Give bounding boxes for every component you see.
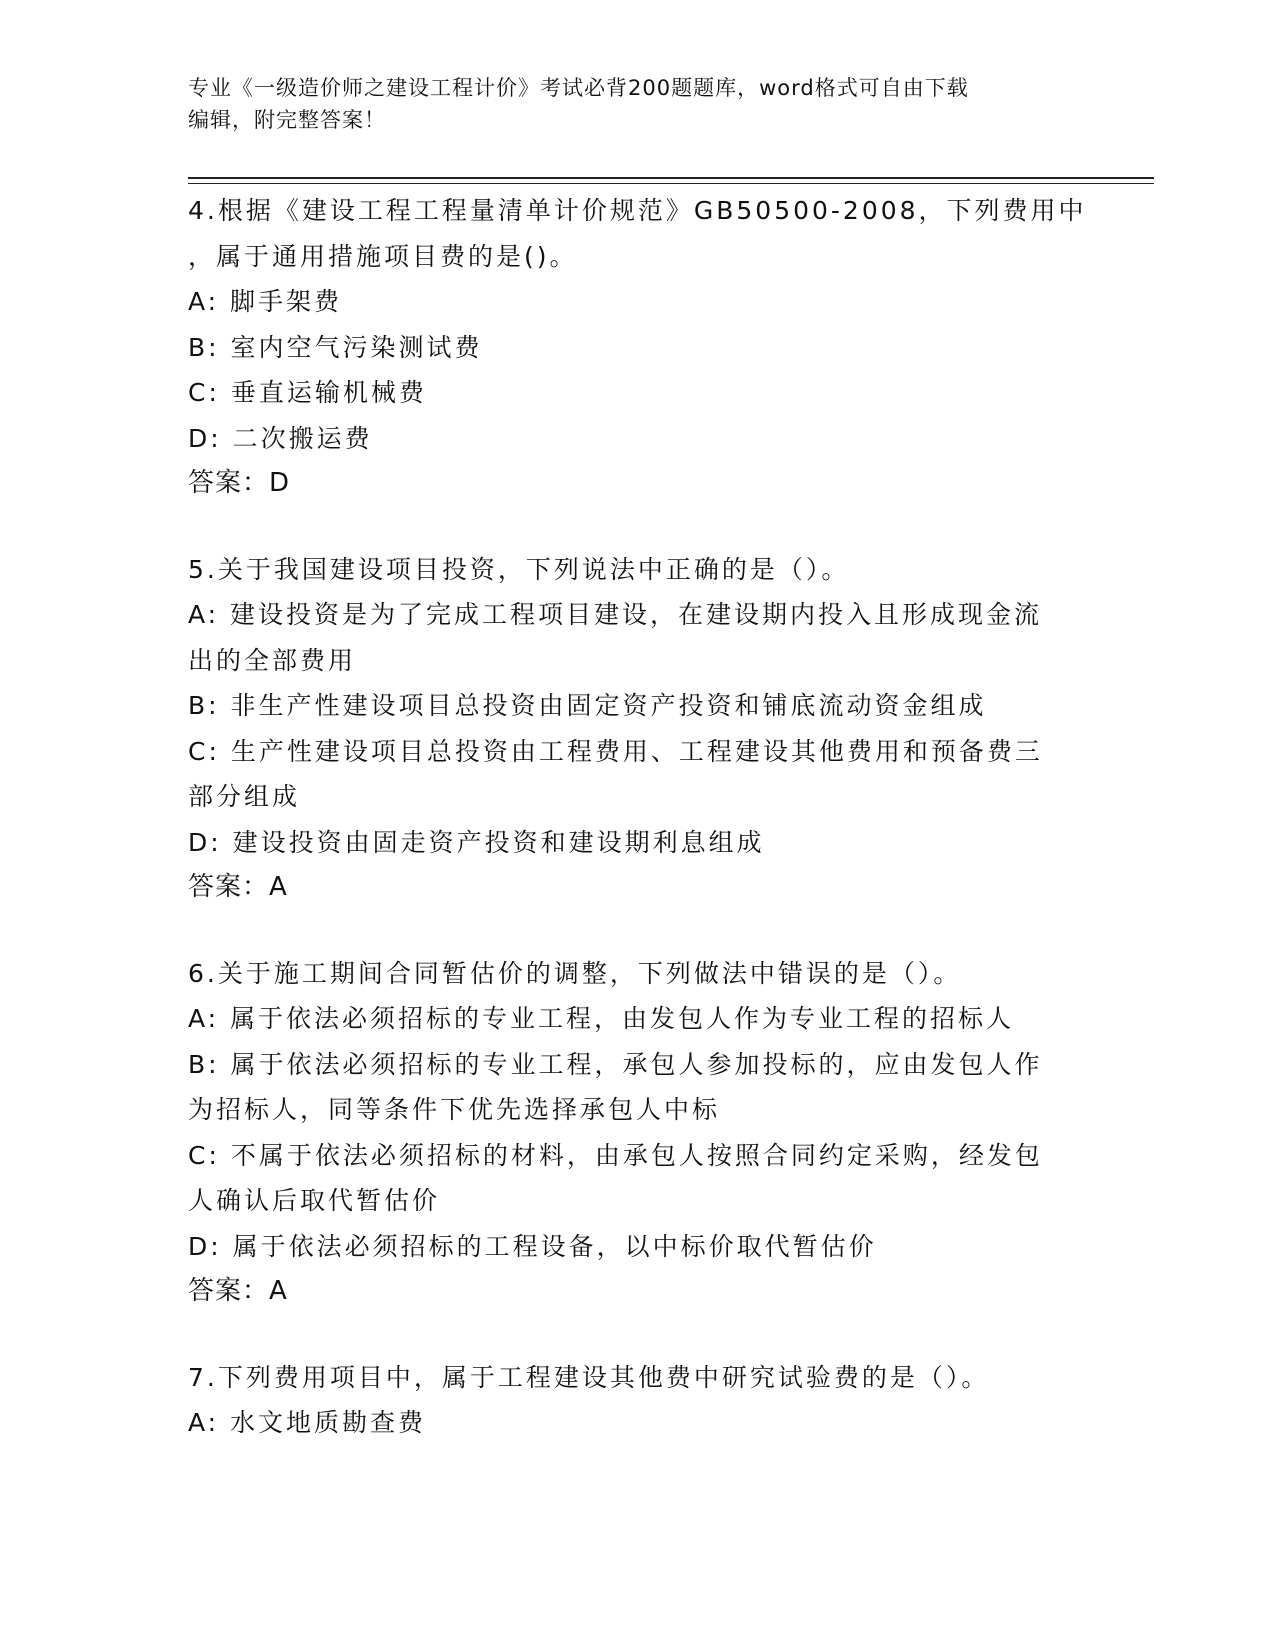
question-option: D: 二次搬运费 — [188, 423, 373, 453]
question-option: B: 室内空气污染测试费 — [188, 332, 483, 362]
question-option: C: 垂直运输机械费 — [188, 378, 427, 407]
question-option: 出的全部费用 — [188, 645, 357, 675]
question-stem: 4.根据《建设工程工程量清单计价规范》GB50500-2008，下列费用中 — [188, 196, 1087, 225]
question-option: D: 属于依法必须招标的工程设备，以中标价取代暂估价 — [188, 1231, 877, 1261]
document-header — [188, 72, 1088, 136]
question-block — [188, 1355, 1108, 1446]
question-option: D: 建设投资由固走资产投资和建设期利息组成 — [188, 827, 765, 857]
question-option: C: 生产性建设项目总投资由工程费用、工程建设其他费用和预备费三 — [188, 736, 1043, 766]
question-list — [188, 188, 1108, 1486]
header-line-2: 编辑，附完整答案！ — [188, 108, 386, 132]
question-option: A: 水文地质勘查费 — [188, 1408, 427, 1437]
question-option: B: 非生产性建设项目总投资由固定资产投资和铺底流动资金组成 — [188, 691, 987, 720]
question-option: 部分组成 — [188, 782, 301, 811]
question-option: A: 属于依法必须招标的专业工程，由发包人作为专业工程的招标人 — [188, 1004, 1015, 1033]
question-block — [188, 188, 1108, 507]
header-rule-thin — [188, 183, 1154, 184]
question-option: B: 属于依法必须招标的专业工程，承包人参加投标的，应由发包人作 — [188, 1049, 1043, 1079]
question-stem: 5.关于我国建设项目投资，下列说法中正确的是（）。 — [188, 554, 850, 584]
question-stem: ，属于通用措施项目费的是()。 — [188, 241, 578, 271]
question-option: 人确认后取代暂估价 — [188, 1186, 441, 1215]
question-option: A: 脚手架费 — [188, 287, 343, 316]
question-stem: 6.关于施工期间合同暂估价的调整，下列做法中错误的是（）。 — [188, 958, 962, 988]
header-rule-thick — [188, 177, 1154, 179]
question-option: C: 不属于依法必须招标的材料，由承包人按照合同约定采购，经发包 — [188, 1140, 1043, 1170]
question-block — [188, 547, 1108, 911]
question-option: A: 建设投资是为了完成工程项目建设，在建设期内投入且形成现金流 — [188, 600, 1043, 629]
answer-line: 答案：D — [188, 468, 291, 498]
header-line-1: 专业《一级造价师之建设工程计价》考试必背200题题库，word格式可自由下载 — [188, 76, 969, 100]
answer-line: 答案：A — [188, 1276, 288, 1306]
question-stem: 7.下列费用项目中，属于工程建设其他费中研究试验费的是（）。 — [188, 1362, 990, 1392]
question-block — [188, 951, 1108, 1315]
answer-line: 答案：A — [188, 872, 288, 902]
question-option: 为招标人，同等条件下优先选择承包人中标 — [188, 1095, 721, 1124]
